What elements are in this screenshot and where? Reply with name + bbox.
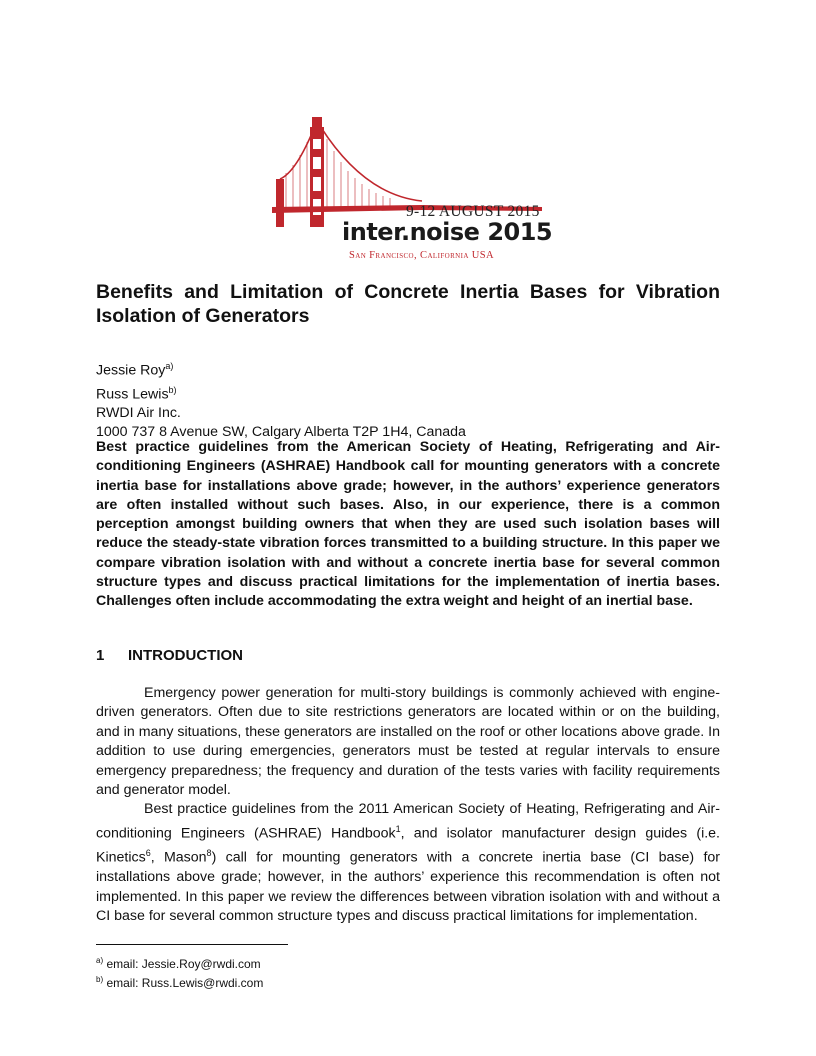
- section-number: 1: [96, 647, 105, 664]
- author-1: Jessie Roy$^{a)}$: [96, 361, 174, 379]
- paragraph-2: Best practice guidelines from the 2011 American Society of Heating, Refrigerating and Air-conditioning Engineers (ASHRAE) Handbook$^1$, and isolator manufacturer design guides (i.e. Kinetics$^6$, Mason$^8$) call for mounting generators with a concrete inertia base (CI base) for installations above grade; however, in the authors’ experience this recommendation is often not implemented. In this paper we review the differences between vibration isolation with and without a CI base for several common structure types and discuss practical limitations for implementation.: [96, 801, 720, 924]
- paragraph-1: Emergency power generation for multi-story buildings is commonly achieved with engine-driven generators. Often due to site restrictions generators are located within or on the building, and in many situations, these generators are installed on the roof or other locations above grade. In addition to use during emergencies, generators must be tested at regular intervals to ensure emergency preparedness; the frequency and duration of the tests varies with facility requirements and generator model.: [96, 685, 720, 799]
- footnote-b: $^{b)}$ email: Russ.Lewis@rwdi.com: [96, 975, 264, 990]
- ref-marker: 1: [395, 823, 401, 834]
- section-title: INTRODUCTION: [128, 647, 243, 664]
- footnote-rule: [96, 944, 288, 945]
- ref-marker: 6: [145, 847, 151, 858]
- author-2-mark: b): [168, 384, 177, 395]
- footnote-a: $^{a)}$ email: Jessie.Roy@rwdi.com: [96, 956, 261, 971]
- paper-title: Benefits and Limitation of Concrete Inertia Bases for Vibration Isolation of Generators: [96, 281, 720, 327]
- abstract: Best practice guidelines from the American Society of Heating, Refrigerating and Air-conditioning Engineers (ASHRAE) Handbook call for mounting generators with a concrete inertia base for installations above grade; however, in the authors’ experience generators are often installed without such bases. Also, in our experience, there is a common perception amongst building owners that when they are used such isolation bases will reduce the steady-state vibration forces transmitted to a building structure. In this paper we compare vibration isolation with and without a concrete inertia base for several common structure types and discuss practical limitations for the implementation of inertia bases. Challenges often include accommodating the extra weight and height of an inertial base.: [96, 439, 720, 610]
- introduction-body: [96, 684, 720, 926]
- footnotes: [96, 953, 720, 991]
- author-1-mark: a): [165, 361, 174, 371]
- conference-dates: 9-12 AUGUST 2015: [406, 203, 540, 220]
- affiliation: RWDI Air Inc.: [96, 405, 181, 422]
- author-block: [96, 357, 720, 442]
- section-heading: [96, 647, 720, 664]
- address: 1000 737 8 Avenue SW, Calgary Alberta T2P 1H4, Canada: [96, 424, 466, 441]
- author-2: Russ Lewis$^{b)}$: [96, 384, 177, 403]
- ref-marker: 8: [206, 847, 212, 858]
- conference-logo: [272, 117, 552, 267]
- conference-location: San Francisco, California USA: [349, 250, 495, 261]
- conference-brand: inter.noise 2015: [342, 218, 553, 246]
